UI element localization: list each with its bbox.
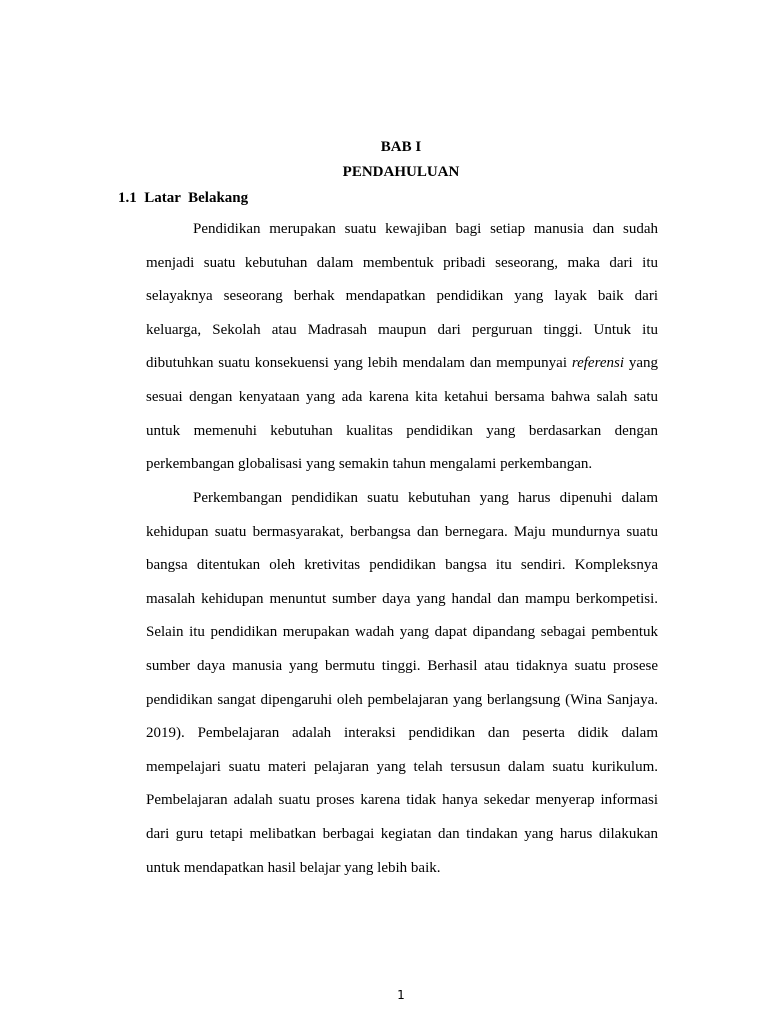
paragraph-1-italic-term: referensi [571,355,625,372]
chapter-title: PENDAHULUAN [342,164,460,180]
paragraph-2: Perkembangan pendidikan suatu kebutuhan yang harus dipenuhi dalam kehidupan suatu bermasyarakat, berbangsa dan bernegara. Maju mundurnya suatu bangsa ditentukan oleh kretivitas pendidikan bangsa itu sendiri. Kompleksnya masalah kehidupan menuntut sumber daya yang handal dan mampu berkompetisi. Selain itu pendidikan merupakan wadah yang dapat dipandang sebagai pembentuk sumber daya manusia yang bermutu tinggi. Berhasil atau tidaknya suatu prosese pendidikan sangat dipengaruhi oleh pembelajaran yang berlangsung (Wina Sanjaya. 2019). Pembelajaran adalah interaksi pendidikan dan peserta didik dalam mempelajari suatu materi pelajaran yang telah tersusun dalam suatu kurikulum. Pembelajaran adalah suatu proses karena tidak hanya sekedar menyerap informasi dari guru tetapi melibatkan berbagai kegiatan dan tindakan yang harus dilakukan untuk mendapatkan hasil belajar yang lebih baik. [146,490,658,876]
chapter-number: BAB I [380,139,422,155]
paragraph-1 [146,213,658,482]
page-number: 1 [397,988,405,1002]
paragraph-1-text: Pendidikan merupakan suatu kewajiban bagi setiap manusia dan sudah menjadi suatu kebutuhan dalam membentuk pribadi seseorang, maka dari itu selayaknya seseorang berhak mendapatkan pendidikan yang layak baik dari keluarga, Sekolah atau Madrasah maupun dari perguruan tinggi. Untuk itu dibutuhkan suatu konsekuensi yang lebih mendalam dan mempunyai [146,221,658,372]
section-heading: 1.1 Latar Belakang [118,190,249,206]
paragraph-1-text-end: yang sesuai dengan kenyataan yang ada karena kita ketahui bersama bahwa salah satu untuk memenuhi kebutuhan kualitas pendidikan yang berdasarkan dengan perkembangan globalisasi yang semakin tahun mengalami perkembangan. [146,355,658,473]
